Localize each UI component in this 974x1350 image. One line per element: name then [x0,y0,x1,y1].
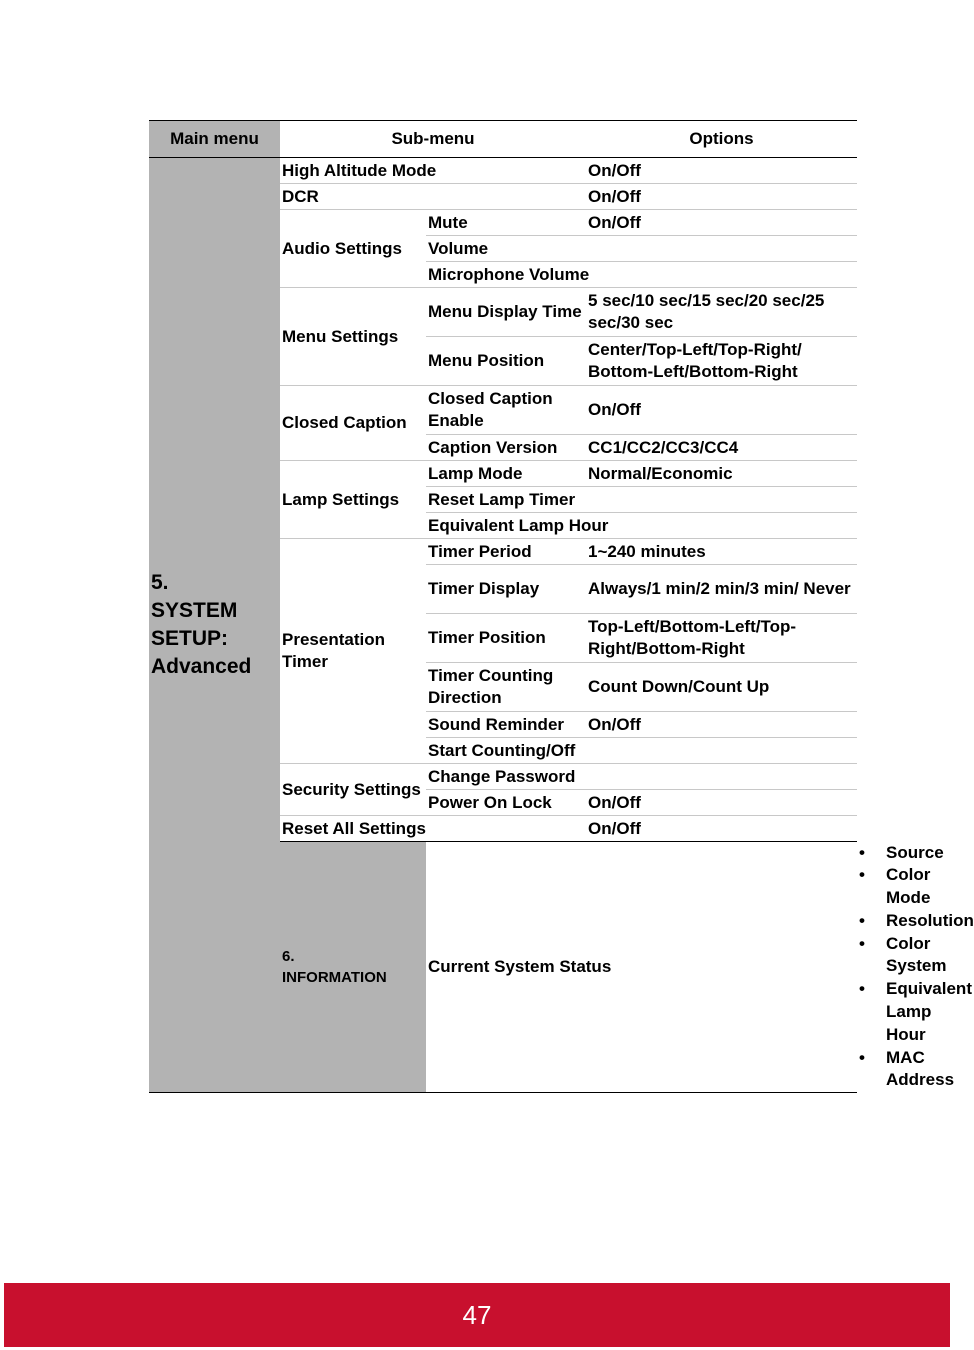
option-dcr: On/Off [586,184,857,210]
page-number: 47 [462,1299,492,1330]
option-timer-display: Always/1 min/2 min/3 min/ Never [586,565,857,614]
list-item: • MAC Address [859,1047,886,1093]
item-caption-version: Caption Version [426,435,586,461]
option-menu-position: Center/Top-Left/Top-Right/ Bottom-Left/Bottom-Right [586,337,857,386]
option-mute: On/Off [586,210,857,236]
submenu-reset-all-settings: Reset All Settings [280,816,586,842]
header-options: Options [586,121,857,158]
submenu-high-altitude: High Altitude Mode [280,158,586,184]
item-timer-period: Timer Period [426,539,586,565]
submenu-lamp-settings: Lamp Settings [280,461,426,539]
item-timer-display: Timer Display [426,565,586,614]
list-item: • Source [859,842,886,865]
submenu-current-system-status: Current System Status [426,842,857,1093]
option-timer-counting-direction: Count Down/Count Up [586,663,857,712]
item-change-password: Change Password [426,764,857,790]
item-lamp-mode: Lamp Mode [426,461,586,487]
submenu-audio-settings: Audio Settings [280,210,426,288]
header-sub-menu: Sub-menu [280,121,586,158]
item-timer-position: Timer Position [426,614,586,663]
submenu-menu-settings: Menu Settings [280,288,426,386]
option-closed-caption-enable: On/Off [586,386,857,435]
option-high-altitude: On/Off [586,158,857,184]
item-start-counting: Start Counting/Off [426,738,857,764]
item-reset-lamp-timer: Reset Lamp Timer [426,487,857,513]
list-item: • Equivalent Lamp Hour [859,978,886,1046]
option-reset-all-settings: On/Off [586,816,857,842]
submenu-closed-caption: Closed Caption [280,386,426,461]
item-timer-counting-direction: Timer Counting Direction [426,663,586,712]
submenu-dcr: DCR [280,184,586,210]
item-mute: Mute [426,210,586,236]
item-menu-position: Menu Position [426,337,586,386]
menu-table [149,120,974,1093]
table-row [149,158,857,184]
submenu-security-settings: Security Settings [280,764,426,816]
list-item: • Color Mode [859,864,886,910]
item-menu-display-time: Menu Display Time [426,288,586,337]
page-footer [4,1283,950,1347]
item-volume: Volume [426,236,857,262]
main-menu-system-setup: 5. SYSTEM SETUP: Advanced [149,158,280,1093]
header-main-menu: Main menu [149,121,280,158]
option-sound-reminder: On/Off [586,712,857,738]
table-header-row [149,121,857,158]
item-equivalent-lamp-hour: Equivalent Lamp Hour [426,513,857,539]
option-menu-display-time: 5 sec/10 sec/15 sec/20 sec/25 sec/30 sec [586,288,857,337]
item-sound-reminder: Sound Reminder [426,712,586,738]
option-lamp-mode: Normal/Economic [586,461,857,487]
list-item: • Resolution [859,910,886,933]
main-menu-information: 6. INFORMATION [280,842,426,1093]
submenu-presentation-timer: Presentation Timer [280,539,426,764]
option-timer-period: 1~240 minutes [586,539,857,565]
item-microphone-volume: Microphone Volume [426,262,857,288]
item-closed-caption-enable: Closed Caption Enable [426,386,586,435]
list-item: • Color System [859,933,886,979]
option-caption-version: CC1/CC2/CC3/CC4 [586,435,857,461]
item-power-on-lock: Power On Lock [426,790,586,816]
option-power-on-lock: On/Off [586,790,857,816]
option-timer-position: Top-Left/Bottom-Left/Top-Right/Bottom-Right [586,614,857,663]
